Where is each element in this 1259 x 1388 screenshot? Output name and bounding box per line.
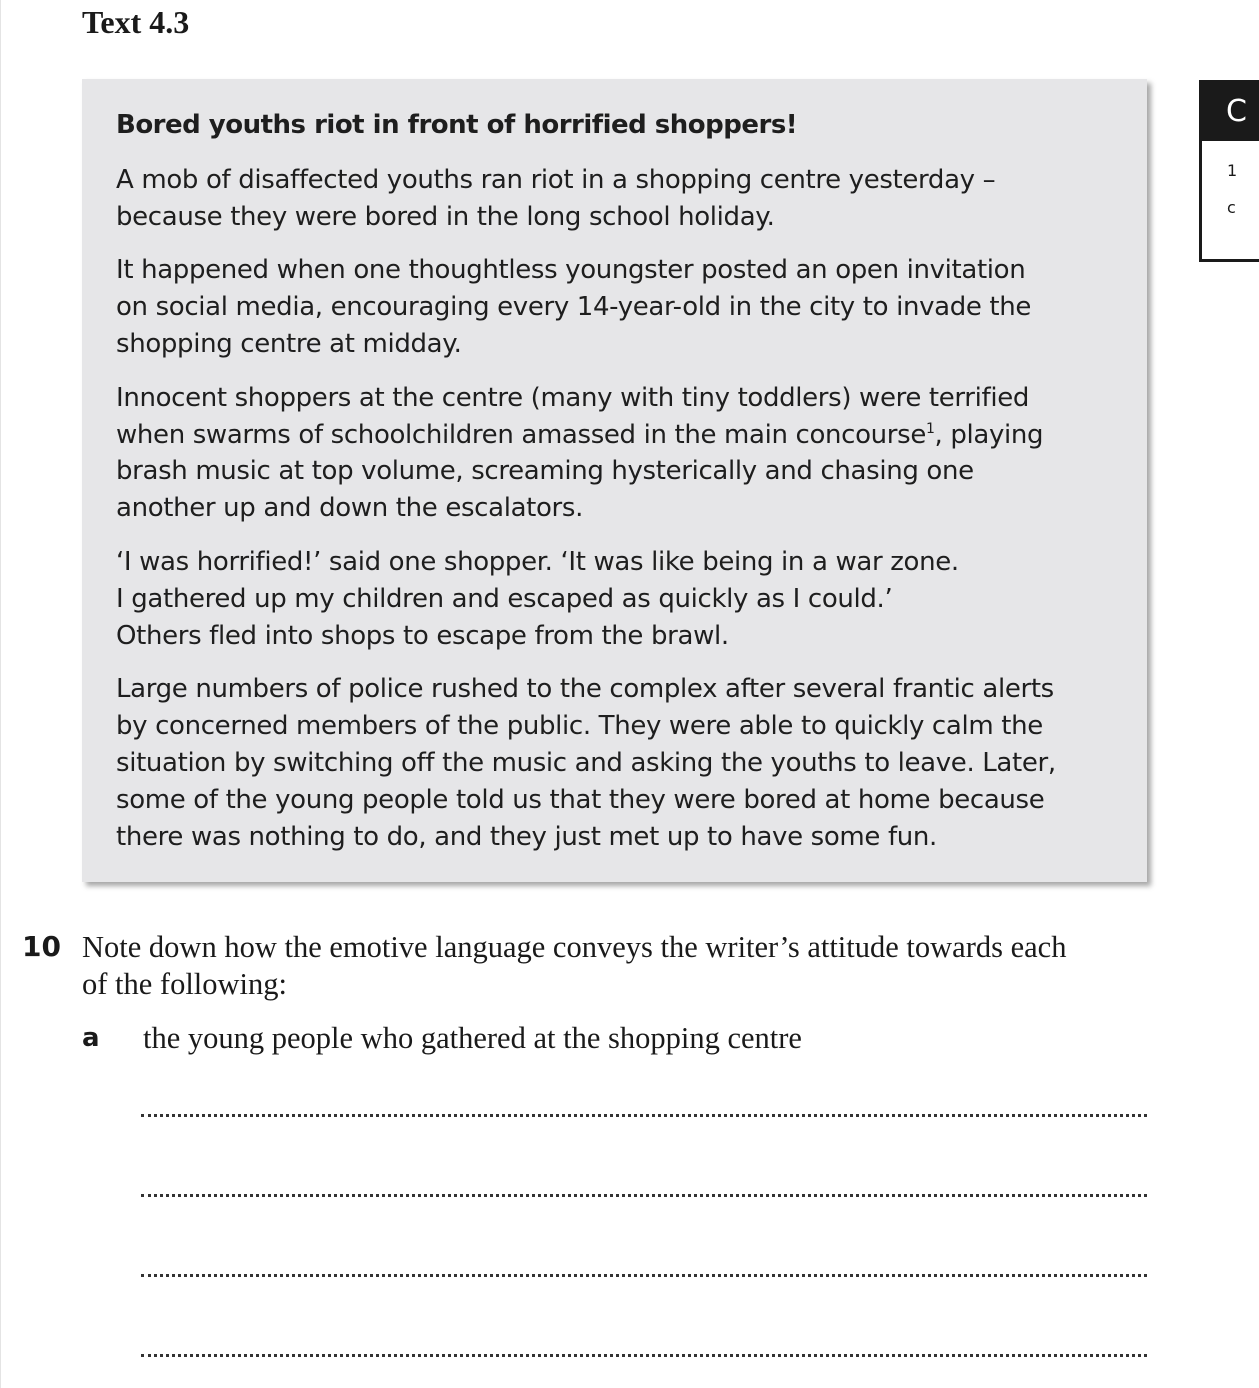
article-paragraph-1 <box>116 162 1117 236</box>
question-number: 10 <box>22 930 61 963</box>
answer-line-2[interactable] <box>141 1194 1147 1197</box>
question-line: Note down how the emotive language conveys the writer’s attitude towards each <box>82 930 1067 964</box>
side-panel-header: C <box>1202 83 1259 141</box>
article-line: by concerned members of the public. They were able to quickly calm the <box>116 711 1043 742</box>
sub-question-text: the young people who gathered at the shopping centre <box>143 1021 802 1055</box>
article-line: A mob of disaffected youths ran riot in a shopping centre yesterday – <box>116 164 996 195</box>
article-line: because they were bored in the long school holiday. <box>116 201 775 232</box>
article-line: shopping centre at midday. <box>116 328 462 359</box>
article-line: another up and down the escalators. <box>116 493 583 524</box>
question-line: of the following: <box>82 966 287 1001</box>
article-line-text: when swarms of schoolchildren amassed in the main concourse <box>116 419 926 450</box>
answer-line-1[interactable] <box>141 1114 1147 1117</box>
side-panel <box>1199 80 1259 262</box>
answer-line-3[interactable] <box>141 1274 1147 1277</box>
article-line-tail: , playing <box>934 419 1044 450</box>
article-paragraph-4 <box>116 544 1117 654</box>
article-line: brash music at top volume, screaming hysterically and chasing one <box>116 456 974 487</box>
side-panel-row-1: 1 <box>1227 161 1238 180</box>
article-line: I gathered up my children and escaped as quickly as I could.’ <box>116 583 893 614</box>
article-paragraph-3 <box>116 380 1117 527</box>
article-line: ‘I was horrified!’ said one shopper. ‘It was like being in a war zone. <box>116 546 959 577</box>
article-line: Large numbers of police rushed to the complex after several frantic alerts <box>116 674 1054 705</box>
article-box <box>82 79 1147 882</box>
article-paragraph-5 <box>116 671 1117 855</box>
article-line <box>116 417 1117 454</box>
article-line: there was nothing to do, and they just met up to have some fun. <box>116 821 937 852</box>
footnote-marker: 1 <box>925 420 935 437</box>
answer-line-4[interactable] <box>141 1354 1147 1357</box>
sub-question-letter: a <box>82 1023 100 1053</box>
text-label: Text 4.3 <box>82 4 190 40</box>
side-panel-row-2: c <box>1227 198 1236 217</box>
article-line: Others fled into shops to escape from the brawl. <box>116 620 729 651</box>
article-paragraph-2 <box>116 252 1117 362</box>
page-edge <box>0 0 1 1388</box>
article-line: Innocent shoppers at the centre (many with tiny toddlers) were terrified <box>116 382 1029 413</box>
article-line: on social media, encouraging every 14-year-old in the city to invade the <box>116 292 1032 323</box>
article-line: some of the young people told us that they were bored at home because <box>116 784 1045 815</box>
question-text <box>82 929 1152 1002</box>
article-line: situation by switching off the music and asking the youths to leave. Later, <box>116 747 1056 778</box>
article-line: It happened when one thoughtless youngster posted an open invitation <box>116 255 1026 286</box>
article-headline: Bored youths riot in front of horrified shoppers! <box>116 110 798 140</box>
